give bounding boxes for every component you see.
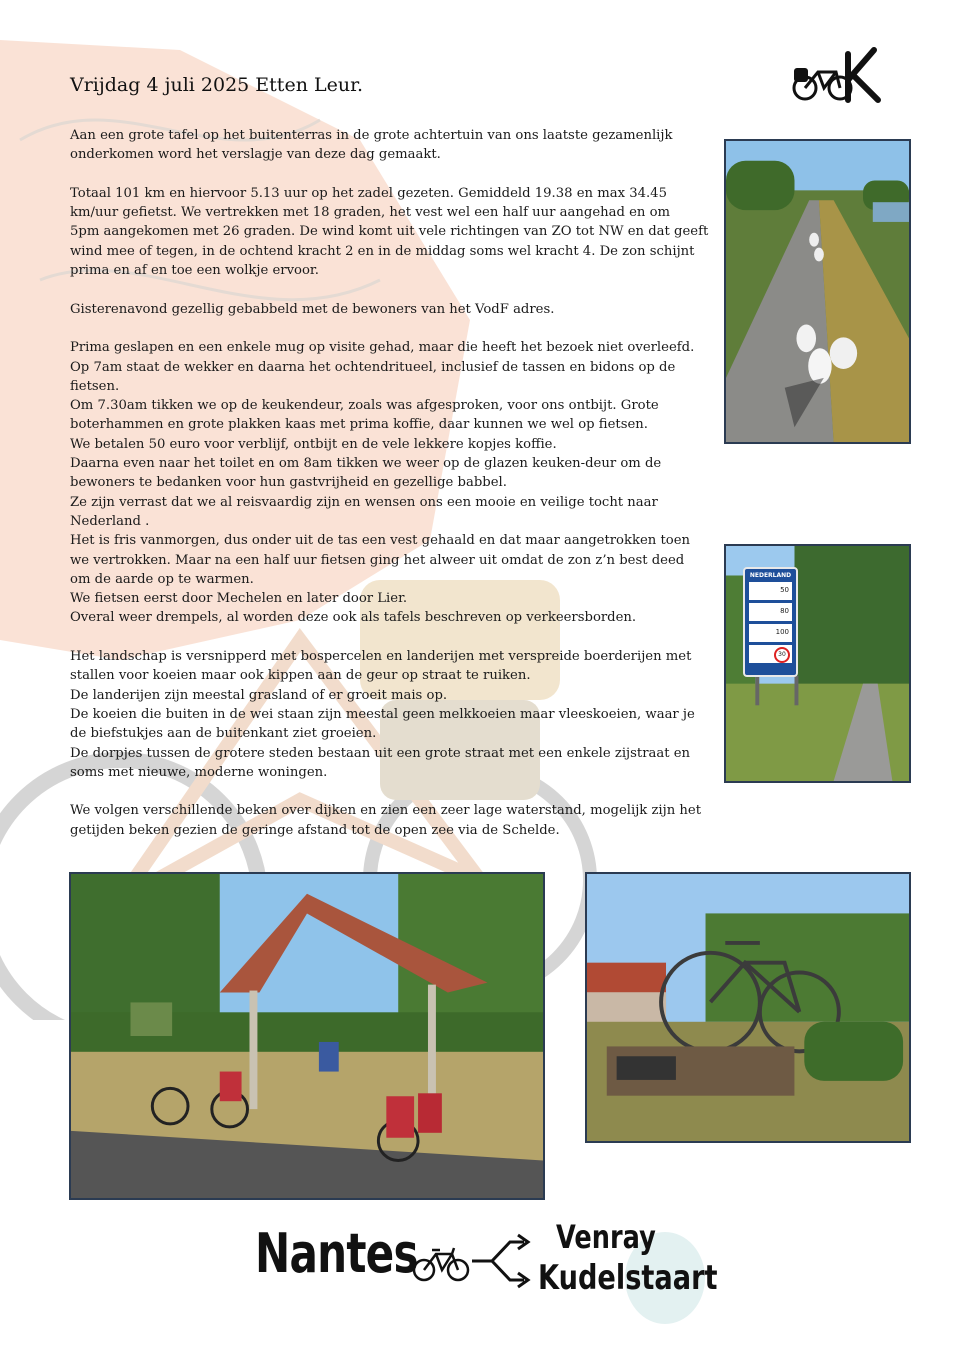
footer-destination-bottom: Kudelstaart [538,1258,718,1298]
footer-origin: Nantes [255,1222,418,1285]
road-sign [743,567,798,677]
paragraph: Aan een grote tafel op het buitenterras in de grote achtertuin van ons laatste gezamenlijk onderkomen word het verslagje van deze dag gemaakt. [70,128,673,163]
road-sign-row: 80 [749,603,792,621]
road-sign-row: 50 [749,582,792,600]
body-text [70,126,715,840]
photo-shelter-bicycles [69,872,545,1200]
photo-geese-path [724,139,911,444]
paragraph: We volgen verschillende beken over dijken en zien een zeer lage waterstand, mogelijk zijn het getijden beken gezien de geringe afstand tot de open zee via de Schelde. [70,803,702,838]
bicycle-icon [412,1240,470,1282]
k-bicycle-logo [790,44,882,104]
paragraph: Totaal 101 km en hiervoor 5.13 uur op het zadel gezeten. Gemiddeld 19.38 en max 34.45 km/uur gefietst. We vertrekken met 18 graden, het vest wel een half uur aangehad en om 5pm aangekomen met 26 graden. De wind komt uit vele richtingen van ZO tot NW en dat geeft wind mee of tegen, in de ochtend kracht 2 en in de middag soms wel kracht 4. De zon schijnt prima en af en toe een wolkje ervoor. [70,185,709,279]
paragraph: Prima geslapen en een enkele mug op visite gehad, maar die heeft het bezoek niet overleefd. Op 7am staat de wekker en daarna het ochtendritueel, inclusief de tassen en bidons op de fietsen. Om 7.30am tikken we op de keukendeur, zoals was afgesproken, voor ons ontbijt. Grote boterhammen en grote plakken kaas met prima koffie, daar kunnen we wel op fietsen. We betalen 50 euro voor verblijf, ontbijt en de vele lekkere kopjes koffie. Daarna even naar het toilet en om 8am tikken we weer op de glazen keuken-deur om de bewoners te bedanken voor hun gastvrijheid en gezellige babbel. Ze zijn verrast dat we al reisvaardig zijn en wensen ons een mooie en veilige tocht naar Nederland . Het is fris vanmorgen, dus onder uit de tas een vest gehaald en dat maar aangetrokken toen we vertrokken. Maar na een half uur fietsen ging het alweer uit omdat de zon z’n best deed om de aarde op te warmen. We fietsen eerst door Mechelen en later door Lier. Overal weer drempels, al worden deze ook als tafels beschreven op verkeersborden. [70,340,695,626]
split-arrow-icon [470,1232,536,1290]
road-sign-row: 100 [749,624,792,642]
footer-destination-top: Venray [556,1218,656,1256]
paragraph: Het landschap is versnipperd met bospercelen en landerijen met verspreide boerderijen met stallen voor koeien maar ook kippen aan de geur op straat te ruiken. De landerijen zijn meestal grasland of er groeit mais op. De koeien die buiten in de wei staan zijn meestal geen melkkoeien maar vleeskoeien, waar je de biefstukjes aan de buitenkant ziet groeien. De dorpjes tussen de grotere steden bestaan uit een grote straat met een enkele zijstraat en soms met nieuwe, moderne woningen. [70,649,695,780]
road-sign-row: 30 [749,645,792,663]
paragraph: Gisterenavond gezellig gebabbeld met de bewoners van het VodF adres. [70,301,555,317]
page-title: Vrijdag 4 juli 2025 Etten Leur. [70,74,364,96]
road-sign-header: NEDERLAND [749,572,792,579]
photo-bicycle-sculpture [585,872,911,1143]
